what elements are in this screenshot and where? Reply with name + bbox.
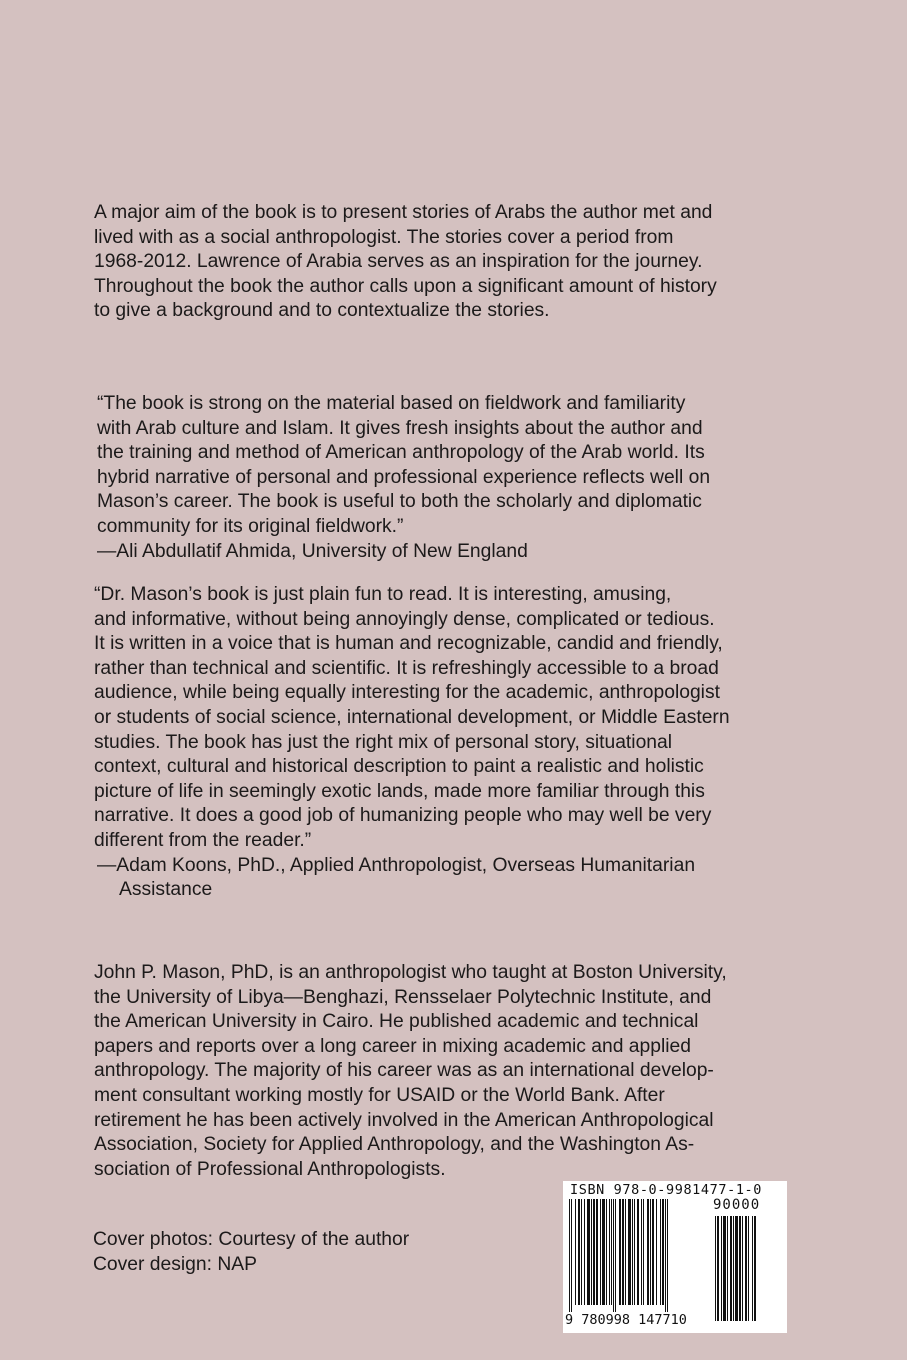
bio-line: ment consultant working mostly for USAID or the World Bank. After	[94, 1084, 665, 1106]
isbn-label: ISBN 978-0-9981477-1-0	[570, 1182, 763, 1198]
review-line: with Arab culture and Islam. It gives fresh insights about the author and	[97, 417, 703, 439]
review-line: Mason’s career. The book is useful to both the scholarly and diplomatic	[97, 491, 702, 513]
review-line: rather than technical and scientific. It is refreshingly accessible to a broad	[94, 657, 719, 679]
review-line: different from the reader.”	[94, 829, 312, 851]
review-line: audience, while being equally interesting for the academic, anthropologist	[94, 682, 720, 704]
review-line: picture of life in seemingly exotic lands, made more familiar through this	[94, 780, 705, 802]
isbn-barcode	[563, 1181, 787, 1333]
author-bio	[94, 961, 727, 1182]
bio-line: John P. Mason, PhD, is an anthropologist who taught at Boston University,	[94, 962, 727, 983]
cover-credits	[93, 1228, 409, 1277]
cover-design-credit: Cover design: NAP	[93, 1253, 257, 1275]
about-line: A major aim of the book is to present stories of Arabs the author met and	[94, 202, 713, 223]
cover-photos-credit: Cover photos: Courtesy of the author	[93, 1229, 410, 1250]
review-line: “The book is strong on the material based on fieldwork and familiarity	[97, 393, 686, 414]
review-line: context, cultural and historical description to paint a realistic and holistic	[94, 756, 704, 778]
barcode-bars-icon	[569, 1199, 713, 1313]
bio-line: sociation of Professional Anthropologists.	[94, 1158, 446, 1180]
review-quote-1	[97, 392, 710, 564]
about-paragraph	[94, 201, 717, 324]
review-line: narrative. It does a good job of humanizing people who may well be very	[94, 805, 712, 827]
review-quote-2	[94, 583, 730, 903]
bio-line: papers and reports over a long career in mixing academic and applied	[94, 1035, 691, 1057]
price-code: 90000	[713, 1197, 761, 1213]
bio-line: the American University in Cairo. He published academic and technical	[94, 1011, 699, 1033]
barcode-number: 9 780998 147710	[565, 1312, 687, 1328]
bio-line: the University of Libya—Benghazi, Rensselaer Polytechnic Institute, and	[94, 986, 712, 1008]
review-attribution-continued: Assistance	[119, 879, 213, 901]
about-line: Throughout the book the author calls upon a significant amount of history	[94, 275, 717, 297]
bio-line: Association, Society for Applied Anthropology, and the Washington As-	[94, 1134, 695, 1156]
bio-line: retirement he has been actively involved in the American Anthropological	[94, 1109, 714, 1131]
review-line: or students of social science, international development, or Middle Eastern	[94, 706, 730, 728]
about-line: to give a background and to contextualize the stories.	[94, 300, 550, 322]
review-line: community for its original fieldwork.”	[97, 515, 404, 537]
review-line: “Dr. Mason’s book is just plain fun to read. It is interesting, amusing,	[94, 584, 672, 605]
review-attribution: —Ali Abdullatif Ahmida, University of New England	[97, 540, 528, 562]
barcode-addon-bars-icon	[715, 1216, 781, 1329]
review-line: and informative, without being annoyingly dense, complicated or tedious.	[94, 608, 715, 630]
review-line: hybrid narrative of personal and professional experience reflects well on	[97, 466, 711, 488]
review-line: the training and method of American anthropology of the Arab world. Its	[97, 442, 705, 464]
bio-line: anthropology. The majority of his career was as an international develop-	[94, 1060, 714, 1082]
review-line: It is written in a voice that is human and recognizable, candid and friendly,	[94, 633, 723, 655]
about-line: lived with as a social anthropologist. The stories cover a period from	[94, 226, 674, 248]
review-attribution: —Adam Koons, PhD., Applied Anthropologist, Overseas Humanitarian	[97, 854, 696, 876]
about-line: 1968-2012. Lawrence of Arabia serves as an inspiration for the journey.	[94, 251, 703, 273]
review-line: studies. The book has just the right mix of personal story, situational	[94, 731, 673, 753]
